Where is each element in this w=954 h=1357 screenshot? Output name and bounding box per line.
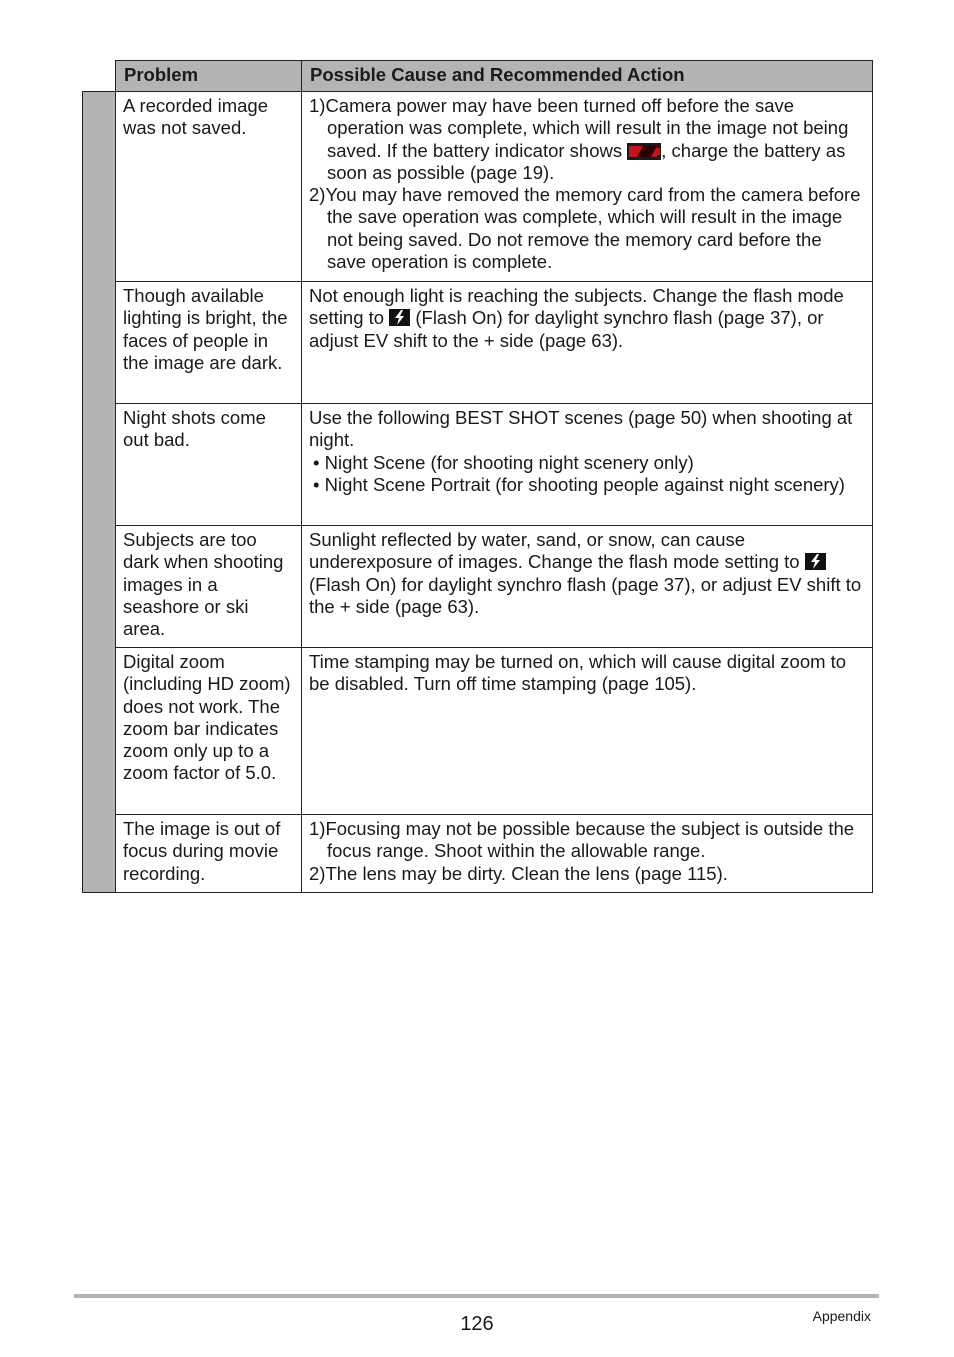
action-item: 2)The lens may be dirty. Clean the lens (page 115). [309, 862, 728, 884]
page-number: 126 [460, 1313, 494, 1335]
problem-cell: Night shots come out bad. [116, 404, 302, 526]
side-tab [83, 92, 116, 893]
table-row [83, 92, 873, 282]
bullet-item: • Night Scene Portrait (for shooting people against night scenery) [313, 473, 845, 495]
action-cell [302, 404, 873, 526]
table-row [83, 648, 873, 815]
action-item: 2)You may have removed the memory card from the camera before the save operation was complete, which will result in the image not being saved. Do not remove the memory card before the save operation is complete. [309, 184, 861, 273]
action-text: Sunlight reflected by water, sand, or snow, can cause underexposure of images. Change the flash mode setting to [309, 529, 805, 573]
problem-cell: The image is out of focus during movie recording. [116, 815, 302, 893]
bullet-item: • Night Scene (for shooting night scenery only) [313, 451, 694, 473]
table-row [83, 282, 873, 404]
flash-on-icon [389, 309, 410, 326]
section-label: Appendix [812, 1308, 871, 1324]
battery-low-icon [627, 143, 661, 160]
problem-cell: Digital zoom (including HD zoom) does not work. The zoom bar indicates zoom only up to a zoom factor of 5.0. [116, 648, 302, 815]
flash-on-icon [805, 553, 826, 570]
action-text: 1)Camera power may have been turned off before the save operation was complete, which will result in the image not being saved. If the battery indicator shows [309, 95, 849, 161]
header-corner [83, 61, 116, 92]
action-cell [302, 282, 873, 404]
action-cell [302, 92, 873, 282]
table-header-row [83, 61, 873, 92]
troubleshooting-table [82, 60, 873, 893]
action-cell [302, 815, 873, 893]
action-text: , charge the battery as soon as possible (page 19). [327, 139, 846, 183]
action-text: (Flash On) for daylight synchro flash (page 37), or adjust EV shift to the + side (page 63). [309, 573, 862, 617]
header-action: Possible Cause and Recommended Action [302, 61, 873, 92]
action-cell: Time stamping may be turned on, which will cause digital zoom to be disabled. Turn off time stamping (page 105). [302, 648, 873, 815]
table-row [83, 404, 873, 526]
table-row [83, 815, 873, 893]
action-item [309, 95, 865, 184]
action-intro: Use the following BEST SHOT scenes (page 50) when shooting at night. [309, 407, 853, 451]
action-cell [302, 526, 873, 648]
problem-cell: Subjects are too dark when shooting images in a seashore or ski area. [116, 526, 302, 648]
footer-rule [74, 1294, 879, 1298]
action-text: Not enough light is reaching the subjects. Change the flash mode setting to [309, 285, 844, 329]
header-problem: Problem [116, 61, 302, 92]
action-text: (Flash On) for daylight synchro flash (page 37), or adjust EV shift to the + side (page 63). [309, 307, 824, 351]
problem-cell: Though available lighting is bright, the faces of people in the image are dark. [116, 282, 302, 404]
problem-cell: A recorded image was not saved. [116, 92, 302, 282]
action-item: 1)Focusing may not be possible because the subject is outside the focus range. Shoot within the allowable range. [309, 818, 855, 862]
table-row [83, 526, 873, 648]
